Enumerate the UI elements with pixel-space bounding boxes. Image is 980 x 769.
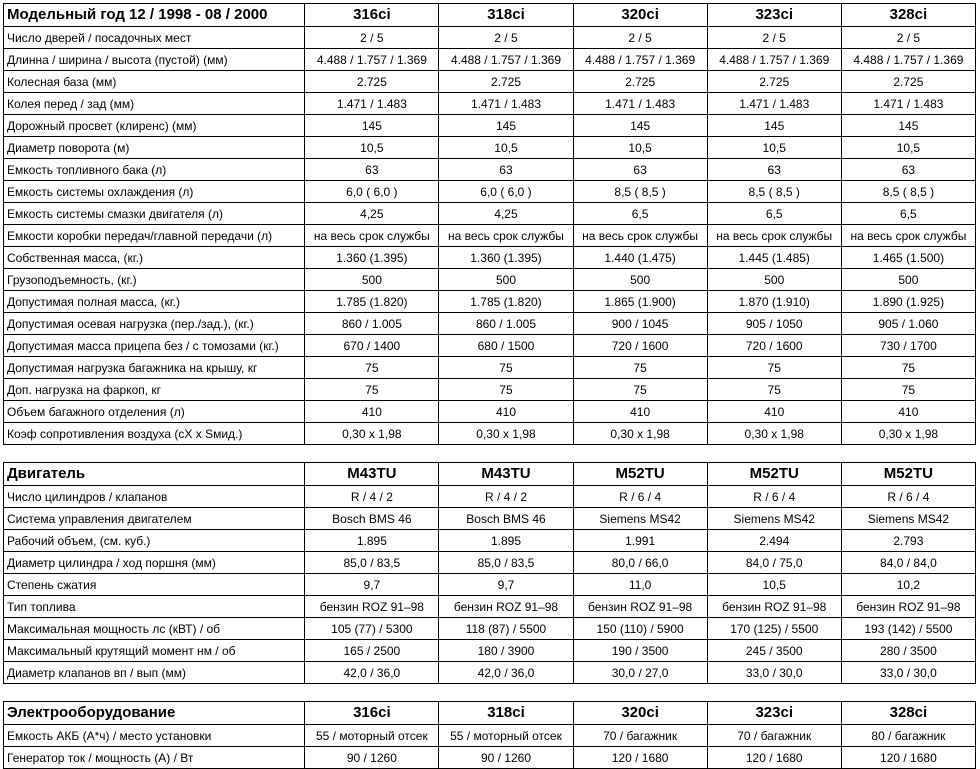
cell-value: 6,5 <box>707 203 841 225</box>
cell-value: 120 / 1680 <box>841 747 975 769</box>
cell-value: 905 / 1.060 <box>841 313 975 335</box>
table-row <box>4 313 976 335</box>
cell-value: 145 <box>707 115 841 137</box>
table-row <box>4 159 976 181</box>
cell-value: 410 <box>573 401 707 423</box>
row-label: Емкость системы смазки двигателя (л) <box>4 203 305 225</box>
table-header-row <box>4 702 976 725</box>
cell-value: 0,30 x 1,98 <box>573 423 707 445</box>
cell-value: 2.725 <box>573 71 707 93</box>
cell-value: 75 <box>573 357 707 379</box>
table-row <box>4 379 976 401</box>
cell-value: 2 / 5 <box>305 27 439 49</box>
table-row <box>4 725 976 747</box>
cell-value: 2 / 5 <box>707 27 841 49</box>
cell-value: 4.488 / 1.757 / 1.369 <box>305 49 439 71</box>
row-label: Емкость топливного бака (л) <box>4 159 305 181</box>
cell-value: 1.895 <box>439 530 573 552</box>
cell-value: 900 / 1045 <box>573 313 707 335</box>
cell-value: 85,0 / 83,5 <box>439 552 573 574</box>
cell-value: 145 <box>573 115 707 137</box>
cell-value: 720 / 1600 <box>573 335 707 357</box>
cell-value: Siemens MS42 <box>573 508 707 530</box>
cell-value: 1.785 (1.820) <box>439 291 573 313</box>
table-row <box>4 596 976 618</box>
table-row <box>4 662 976 684</box>
cell-value: 63 <box>841 159 975 181</box>
row-label: Система управления двигателем <box>4 508 305 530</box>
cell-value: 2 / 5 <box>439 27 573 49</box>
row-label: Емкости коробки передач/главной передачи (л) <box>4 225 305 247</box>
row-label: Грузоподъемность, (кг.) <box>4 269 305 291</box>
table-row <box>4 269 976 291</box>
cell-value: 6,5 <box>573 203 707 225</box>
row-label: Объем багажного отделения (л) <box>4 401 305 423</box>
cell-value: R / 4 / 2 <box>305 486 439 508</box>
cell-value: 680 / 1500 <box>439 335 573 357</box>
cell-value: 63 <box>573 159 707 181</box>
engine-table <box>3 462 976 684</box>
cell-value: 1.445 (1.485) <box>707 247 841 269</box>
column-header: M52TU <box>707 463 841 486</box>
cell-value: 8,5 ( 8,5 ) <box>707 181 841 203</box>
cell-value: 70 / багажник <box>707 725 841 747</box>
cell-value: 1.471 / 1.483 <box>439 93 573 115</box>
cell-value: 55 / моторный отсек <box>305 725 439 747</box>
cell-value: 4.488 / 1.757 / 1.369 <box>707 49 841 71</box>
column-header: 328ci <box>841 4 975 27</box>
cell-value: 75 <box>305 357 439 379</box>
cell-value: 42,0 / 36,0 <box>439 662 573 684</box>
column-header: 323ci <box>707 702 841 725</box>
cell-value: бензин ROZ 91–98 <box>573 596 707 618</box>
cell-value: 500 <box>439 269 573 291</box>
cell-value: Bosch BMS 46 <box>305 508 439 530</box>
cell-value: 84,0 / 75,0 <box>707 552 841 574</box>
cell-value: 8,5 ( 8,5 ) <box>841 181 975 203</box>
column-header: 323ci <box>707 4 841 27</box>
cell-value: 80,0 / 66,0 <box>573 552 707 574</box>
column-header: 316ci <box>305 4 439 27</box>
table-row <box>4 486 976 508</box>
cell-value: 500 <box>305 269 439 291</box>
row-label: Допустимая полная масса, (кг.) <box>4 291 305 313</box>
column-header: M52TU <box>841 463 975 486</box>
cell-value: 1.870 (1.910) <box>707 291 841 313</box>
cell-value: 75 <box>439 357 573 379</box>
cell-value: 4.488 / 1.757 / 1.369 <box>841 49 975 71</box>
cell-value: бензин ROZ 91–98 <box>439 596 573 618</box>
cell-value: 10,5 <box>305 137 439 159</box>
row-label: Емкость системы охлаждения (л) <box>4 181 305 203</box>
column-header: 318ci <box>439 702 573 725</box>
cell-value: 1.890 (1.925) <box>841 291 975 313</box>
cell-value: 1.471 / 1.483 <box>707 93 841 115</box>
table-row <box>4 291 976 313</box>
column-header: 320ci <box>573 4 707 27</box>
cell-value: 145 <box>439 115 573 137</box>
cell-value: 120 / 1680 <box>707 747 841 769</box>
cell-value: 410 <box>439 401 573 423</box>
cell-value: 2.793 <box>841 530 975 552</box>
table-row <box>4 401 976 423</box>
cell-value: 63 <box>439 159 573 181</box>
cell-value: 1.360 (1.395) <box>439 247 573 269</box>
table-row <box>4 423 976 445</box>
cell-value: 8,5 ( 8,5 ) <box>573 181 707 203</box>
column-header: M43TU <box>305 463 439 486</box>
row-label: Число дверей / посадочных мест <box>4 27 305 49</box>
table-row <box>4 225 976 247</box>
row-label: Диаметр поворота (м) <box>4 137 305 159</box>
dimensions-table <box>3 3 976 445</box>
cell-value: 105 (77) / 5300 <box>305 618 439 640</box>
cell-value: 193 (142) / 5500 <box>841 618 975 640</box>
section-title: Двигатель <box>4 463 305 486</box>
cell-value: 4.488 / 1.757 / 1.369 <box>439 49 573 71</box>
table-row <box>4 247 976 269</box>
table-row <box>4 508 976 530</box>
cell-value: 6,0 ( 6,0 ) <box>305 181 439 203</box>
cell-value: 190 / 3500 <box>573 640 707 662</box>
cell-value: 720 / 1600 <box>707 335 841 357</box>
row-label: Доп. нагрузка на фаркоп, кг <box>4 379 305 401</box>
table-row <box>4 618 976 640</box>
cell-value: 2.494 <box>707 530 841 552</box>
cell-value: 4,25 <box>439 203 573 225</box>
column-header: M52TU <box>573 463 707 486</box>
cell-value: 75 <box>573 379 707 401</box>
row-label: Емкость АКБ (А*ч) / место установки <box>4 725 305 747</box>
cell-value: 500 <box>573 269 707 291</box>
cell-value: 75 <box>841 379 975 401</box>
cell-value: 84,0 / 84,0 <box>841 552 975 574</box>
table-header-row <box>4 463 976 486</box>
table-row <box>4 115 976 137</box>
cell-value: 1.440 (1.475) <box>573 247 707 269</box>
row-label: Степень сжатия <box>4 574 305 596</box>
column-header: 316ci <box>305 702 439 725</box>
cell-value: 1.465 (1.500) <box>841 247 975 269</box>
cell-value: 10,5 <box>707 137 841 159</box>
cell-value: 1.471 / 1.483 <box>305 93 439 115</box>
cell-value: 10,5 <box>439 137 573 159</box>
table-row <box>4 530 976 552</box>
cell-value: 42,0 / 36,0 <box>305 662 439 684</box>
cell-value: 90 / 1260 <box>439 747 573 769</box>
cell-value: R / 6 / 4 <box>573 486 707 508</box>
table-row <box>4 181 976 203</box>
row-label: Максимальный крутящий момент нм / об <box>4 640 305 662</box>
cell-value: R / 6 / 4 <box>841 486 975 508</box>
cell-value: 1.785 (1.820) <box>305 291 439 313</box>
cell-value: 63 <box>305 159 439 181</box>
cell-value: 75 <box>707 379 841 401</box>
cell-value: R / 6 / 4 <box>707 486 841 508</box>
cell-value: бензин ROZ 91–98 <box>841 596 975 618</box>
cell-value: 1.360 (1.395) <box>305 247 439 269</box>
table-row <box>4 552 976 574</box>
table-row <box>4 335 976 357</box>
cell-value: 170 (125) / 5500 <box>707 618 841 640</box>
cell-value: 70 / багажник <box>573 725 707 747</box>
cell-value: на весь срок службы <box>305 225 439 247</box>
row-label: Допустимая осевая нагрузка (пер./зад.), (кг.) <box>4 313 305 335</box>
cell-value: 145 <box>305 115 439 137</box>
column-header: 328ci <box>841 702 975 725</box>
cell-value: 0,30 x 1,98 <box>439 423 573 445</box>
row-label: Рабочий объем, (см. куб.) <box>4 530 305 552</box>
table-header-row <box>4 4 976 27</box>
section-title: Модельный год 12 / 1998 - 08 / 2000 <box>4 4 305 27</box>
row-label: Колея перед / зад (мм) <box>4 93 305 115</box>
cell-value: 118 (87) / 5500 <box>439 618 573 640</box>
cell-value: 0,30 x 1,98 <box>305 423 439 445</box>
cell-value: 4.488 / 1.757 / 1.369 <box>573 49 707 71</box>
cell-value: 2.725 <box>305 71 439 93</box>
row-label: Длинна / ширина / высота (пустой) (мм) <box>4 49 305 71</box>
cell-value: 75 <box>707 357 841 379</box>
cell-value: Siemens MS42 <box>707 508 841 530</box>
cell-value: 2 / 5 <box>573 27 707 49</box>
row-label: Дорожный просвет (клиренс) (мм) <box>4 115 305 137</box>
table-row <box>4 49 976 71</box>
cell-value: 905 / 1050 <box>707 313 841 335</box>
cell-value: 10,5 <box>573 137 707 159</box>
cell-value: 1.991 <box>573 530 707 552</box>
section-title: Электрооборудование <box>4 702 305 725</box>
row-label: Допустимая нагрузка багажника на крышу, кг <box>4 357 305 379</box>
row-label: Число цилиндров / клапанов <box>4 486 305 508</box>
cell-value: 9,7 <box>439 574 573 596</box>
cell-value: 6,5 <box>841 203 975 225</box>
row-label: Коэф сопротивления воздуха (cX x Sмид.) <box>4 423 305 445</box>
table-row <box>4 747 976 769</box>
cell-value: 10,5 <box>841 137 975 159</box>
row-label: Диаметр клапанов вп / вып (мм) <box>4 662 305 684</box>
cell-value: 2 / 5 <box>841 27 975 49</box>
cell-value: Bosch BMS 46 <box>439 508 573 530</box>
cell-value: 75 <box>305 379 439 401</box>
cell-value: 410 <box>305 401 439 423</box>
cell-value: 1.895 <box>305 530 439 552</box>
row-label: Генератор ток / мощность (А) / Вт <box>4 747 305 769</box>
cell-value: 63 <box>707 159 841 181</box>
cell-value: на весь срок службы <box>841 225 975 247</box>
cell-value: 245 / 3500 <box>707 640 841 662</box>
cell-value: 2.725 <box>439 71 573 93</box>
cell-value: Siemens MS42 <box>841 508 975 530</box>
cell-value: 80 / багажник <box>841 725 975 747</box>
table-row <box>4 71 976 93</box>
cell-value: 55 / моторный отсек <box>439 725 573 747</box>
electrical-table <box>3 701 976 769</box>
cell-value: 6,0 ( 6,0 ) <box>439 181 573 203</box>
cell-value: 2.725 <box>707 71 841 93</box>
cell-value: 30,0 / 27,0 <box>573 662 707 684</box>
cell-value: 10,5 <box>707 574 841 596</box>
row-label: Допустимая масса прицепа без / с томозами (кг.) <box>4 335 305 357</box>
cell-value: на весь срок службы <box>573 225 707 247</box>
cell-value: 0,30 x 1,98 <box>841 423 975 445</box>
table-row <box>4 203 976 225</box>
cell-value: 500 <box>841 269 975 291</box>
row-label: Собственная масса, (кг.) <box>4 247 305 269</box>
cell-value: R / 4 / 2 <box>439 486 573 508</box>
row-label: Диаметр цилиндра / ход поршня (мм) <box>4 552 305 574</box>
row-label: Тип топлива <box>4 596 305 618</box>
cell-value: 9,7 <box>305 574 439 596</box>
cell-value: 75 <box>841 357 975 379</box>
table-row <box>4 357 976 379</box>
column-header: 318ci <box>439 4 573 27</box>
cell-value: 1.865 (1.900) <box>573 291 707 313</box>
cell-value: 410 <box>841 401 975 423</box>
cell-value: 500 <box>707 269 841 291</box>
table-row <box>4 93 976 115</box>
cell-value: 1.471 / 1.483 <box>573 93 707 115</box>
cell-value: 2.725 <box>841 71 975 93</box>
cell-value: 410 <box>707 401 841 423</box>
cell-value: 0,30 x 1,98 <box>707 423 841 445</box>
row-label: Максимальная мощность лс (кВТ) / об <box>4 618 305 640</box>
column-header: M43TU <box>439 463 573 486</box>
cell-value: 1.471 / 1.483 <box>841 93 975 115</box>
cell-value: 145 <box>841 115 975 137</box>
table-row <box>4 574 976 596</box>
cell-value: 85,0 / 83,5 <box>305 552 439 574</box>
cell-value: 180 / 3900 <box>439 640 573 662</box>
cell-value: 11,0 <box>573 574 707 596</box>
cell-value: 4,25 <box>305 203 439 225</box>
table-row <box>4 27 976 49</box>
cell-value: 165 / 2500 <box>305 640 439 662</box>
cell-value: 730 / 1700 <box>841 335 975 357</box>
cell-value: бензин ROZ 91–98 <box>707 596 841 618</box>
row-label: Колесная база (мм) <box>4 71 305 93</box>
table-row <box>4 137 976 159</box>
cell-value: 860 / 1.005 <box>439 313 573 335</box>
cell-value: 280 / 3500 <box>841 640 975 662</box>
cell-value: 670 / 1400 <box>305 335 439 357</box>
cell-value: 10,2 <box>841 574 975 596</box>
cell-value: 75 <box>439 379 573 401</box>
cell-value: 33,0 / 30,0 <box>841 662 975 684</box>
cell-value: 120 / 1680 <box>573 747 707 769</box>
cell-value: 150 (110) / 5900 <box>573 618 707 640</box>
cell-value: 90 / 1260 <box>305 747 439 769</box>
table-row <box>4 640 976 662</box>
cell-value: на весь срок службы <box>707 225 841 247</box>
cell-value: 33,0 / 30,0 <box>707 662 841 684</box>
column-header: 320ci <box>573 702 707 725</box>
cell-value: бензин ROZ 91–98 <box>305 596 439 618</box>
cell-value: 860 / 1.005 <box>305 313 439 335</box>
cell-value: на весь срок службы <box>439 225 573 247</box>
